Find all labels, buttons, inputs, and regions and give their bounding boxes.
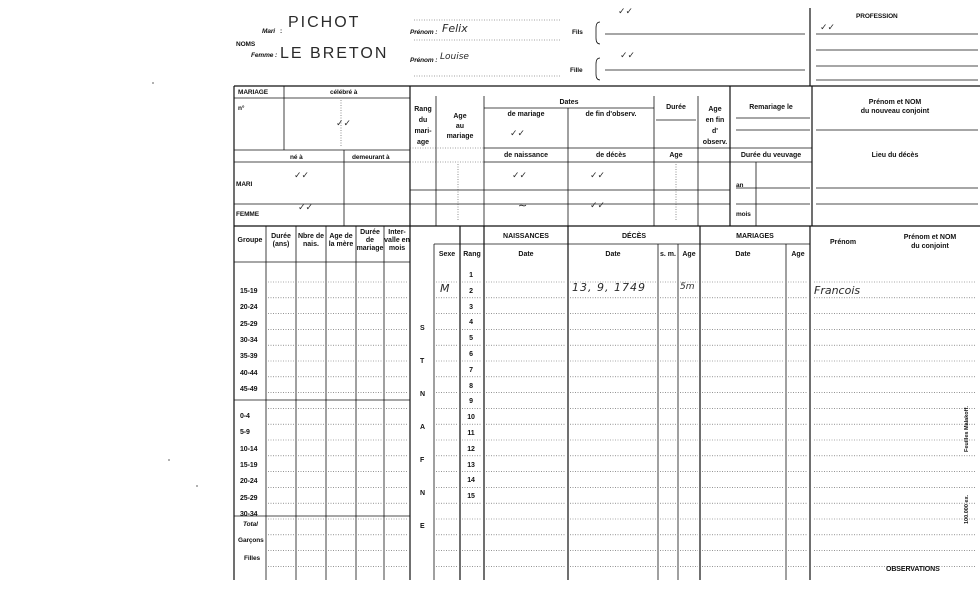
rank-number: 4 xyxy=(469,319,473,327)
rank-number: 8 xyxy=(469,382,473,390)
femme-name[interactable]: LE BRETON xyxy=(280,45,389,62)
rank-number: 15 xyxy=(467,493,475,501)
profession-label: PROFESSION xyxy=(856,13,898,20)
celebre-label: célébré à xyxy=(330,89,358,96)
mari-prenom[interactable]: Felix xyxy=(442,22,468,35)
rang-label-3: mari- xyxy=(414,128,432,135)
age-fin-label-4: observ. xyxy=(702,139,728,146)
rank-number: 9 xyxy=(469,398,473,406)
child-deces-date[interactable]: 13, 9, 1749 xyxy=(572,281,646,294)
rank-number: 7 xyxy=(469,366,473,374)
duree-mariage-label-1: Durée xyxy=(360,229,380,236)
scan-speck xyxy=(152,82,154,84)
mari-ne-mark[interactable]: ✓✓ xyxy=(294,171,310,181)
rank-number: 3 xyxy=(469,303,473,311)
rank-number: 5 xyxy=(469,335,473,343)
fils-mark[interactable]: ✓✓ xyxy=(618,7,634,17)
de-deces-label: de décès xyxy=(596,152,626,159)
age-fin-label-2: en fin xyxy=(705,117,725,124)
age-mariage-label-1: Age xyxy=(453,113,467,120)
naissances-label: NAISSANCES xyxy=(503,233,549,240)
age-group-bottom: 25-29 xyxy=(240,494,258,502)
duree-ans-label-1: Durée xyxy=(271,233,291,240)
child-deces-age[interactable]: 5m xyxy=(680,282,695,292)
femme-row-label: FEMME xyxy=(236,211,259,218)
age-group-top: 35-39 xyxy=(240,353,258,361)
nouveau-conjoint-label-1: Prénom et NOM xyxy=(868,99,922,106)
rank-number: 10 xyxy=(467,414,475,422)
age-group-bottom: 20-24 xyxy=(240,478,258,486)
celebre-mark[interactable]: ✓✓ xyxy=(336,119,352,129)
rank-number: 6 xyxy=(469,351,473,358)
enfants-letter: N xyxy=(420,490,425,497)
nbre-label-1: Nbre de xyxy=(297,233,325,240)
intervalle-label-2: valle en xyxy=(384,237,410,244)
fille-mark[interactable]: ✓✓ xyxy=(620,51,636,61)
side-text-malakoff: Feuilles Malakoff. xyxy=(964,406,970,452)
mari-row-label: MARI xyxy=(236,181,253,188)
naissances-date-label: Date xyxy=(518,251,534,258)
observations-label: OBSERVATIONS xyxy=(886,566,940,573)
mari-prenom-label: Prénom : xyxy=(410,29,438,36)
enfants-letter: S xyxy=(420,325,425,332)
scan-speck xyxy=(196,485,198,487)
enfants-letter: T xyxy=(420,358,425,365)
femme-prenom[interactable]: Louise xyxy=(440,52,469,62)
age-fin-label-1: Age xyxy=(708,106,722,113)
an-label: an xyxy=(736,182,744,189)
femme-prenom-label: Prénom : xyxy=(410,57,438,64)
sm-label: s. m. xyxy=(660,251,676,258)
femme-ne-mark[interactable]: ✓✓ xyxy=(298,203,314,213)
child-prenom[interactable]: Francois xyxy=(814,284,861,297)
rank-number: 11 xyxy=(467,430,475,437)
duree-label: Durée xyxy=(666,104,686,111)
age-col-label: Age xyxy=(669,152,683,159)
mariages-label: MARIAGES xyxy=(736,233,774,240)
enfants-letter: N xyxy=(420,391,425,398)
age-group-bottom: 10-14 xyxy=(240,445,258,453)
de-fin-label: de fin d'observ. xyxy=(585,111,637,118)
deces-age-label: Age xyxy=(682,251,696,258)
mois-label: mois xyxy=(736,211,751,218)
age-group-top: 40-44 xyxy=(240,369,258,377)
nbre-label-2: nais. xyxy=(303,241,319,248)
rang-label-2: du xyxy=(418,117,428,124)
child-sexe[interactable]: M xyxy=(440,282,450,295)
age-group-top: 45-49 xyxy=(240,385,258,393)
mariages-age-label: Age xyxy=(791,251,805,258)
age-mere-label-1: Age de xyxy=(329,233,353,240)
fille-label: Fille xyxy=(570,67,583,74)
intervalle-label-1: Inter- xyxy=(388,229,406,236)
side-text-count: 100.000 ex. xyxy=(964,494,970,524)
naissance-mari-mark[interactable]: ✓✓ xyxy=(512,171,528,181)
no-label: n° xyxy=(238,105,245,112)
age-mariage-label-3: mariage xyxy=(446,133,474,140)
rank-number: 1 xyxy=(469,272,473,279)
femme-label: Femme : xyxy=(251,52,278,59)
ne-label: né à xyxy=(290,154,303,161)
fils-label: Fils xyxy=(572,29,583,36)
prenom-label: Prénom xyxy=(830,239,857,246)
rank-number: 13 xyxy=(467,461,475,469)
age-group-top: 30-34 xyxy=(240,336,258,344)
enfants-letter: A xyxy=(420,424,425,431)
groupe-label: Groupe xyxy=(237,237,263,244)
noms-label: NOMS xyxy=(236,41,256,48)
dates-label: Dates xyxy=(559,99,579,106)
age-group-bottom: 30-34 xyxy=(240,510,258,518)
nouveau-conjoint-label-2: du nouveau conjoint xyxy=(860,108,930,115)
age-group-bottom: 5-9 xyxy=(240,429,250,437)
lieu-deces-label: Lieu du décès xyxy=(871,152,919,159)
naissance-femme-mark[interactable]: ∼ xyxy=(518,199,528,212)
age-group-top: 20-24 xyxy=(240,304,258,312)
age-mariage-label-2: au xyxy=(455,123,465,130)
age-fin-label-3: d' xyxy=(712,128,718,135)
intervalle-label-3: mois xyxy=(388,245,406,252)
age-group-top: 15-19 xyxy=(240,288,258,295)
sexe-label: Sexe xyxy=(438,251,456,258)
date-mariage-mark[interactable]: ✓✓ xyxy=(510,129,526,139)
duree-mariage-label-2: de xyxy=(365,237,375,244)
duree-veuvage-label: Durée du veuvage xyxy=(740,152,802,159)
rang-label-4: age xyxy=(416,139,430,146)
rank-number: 14 xyxy=(467,477,475,485)
duree-mariage-label-3: mariage xyxy=(356,245,384,252)
age-group-top: 25-29 xyxy=(240,320,258,328)
scan-speck xyxy=(168,459,170,461)
duree-ans-label-2: (ans) xyxy=(272,241,290,248)
mariages-date-label: Date xyxy=(735,251,751,258)
garcons-label: Garçons xyxy=(238,537,264,544)
de-mariage-label: de mariage xyxy=(507,111,545,118)
age-group-bottom: 15-19 xyxy=(240,461,258,469)
enfants-letter: F xyxy=(420,457,425,464)
deces-label: DÉCÈS xyxy=(621,233,647,240)
mari-name[interactable]: PICHOT xyxy=(288,14,361,31)
age-mere-label-2: la mère xyxy=(328,241,354,248)
rank-number: 2 xyxy=(469,287,473,295)
age-group-bottom: 0-4 xyxy=(240,413,250,420)
deces-femme-mark[interactable]: ✓✓ xyxy=(590,201,606,211)
demeurant-label: demeurant à xyxy=(352,154,390,161)
enfants-letter: E xyxy=(420,523,425,530)
conjoint-label-1: Prénom et NOM xyxy=(903,234,957,241)
total-label: Total xyxy=(243,521,258,528)
filles-label: Filles xyxy=(244,555,261,562)
mariage-label: MARIAGE xyxy=(238,89,268,96)
deces-mari-mark[interactable]: ✓✓ xyxy=(590,171,606,181)
conjoint-label-2: du conjoint xyxy=(911,243,949,250)
rang-label-1: Rang xyxy=(414,106,432,113)
remariage-label: Remariage le xyxy=(749,104,793,111)
rang-col-label: Rang xyxy=(463,251,481,258)
mari-label: Mari xyxy=(262,28,275,35)
de-naissance-label: de naissance xyxy=(504,152,548,159)
deces-date-label: Date xyxy=(605,251,621,258)
profession-mark[interactable]: ✓✓ xyxy=(820,23,836,33)
rank-number: 12 xyxy=(467,445,475,453)
